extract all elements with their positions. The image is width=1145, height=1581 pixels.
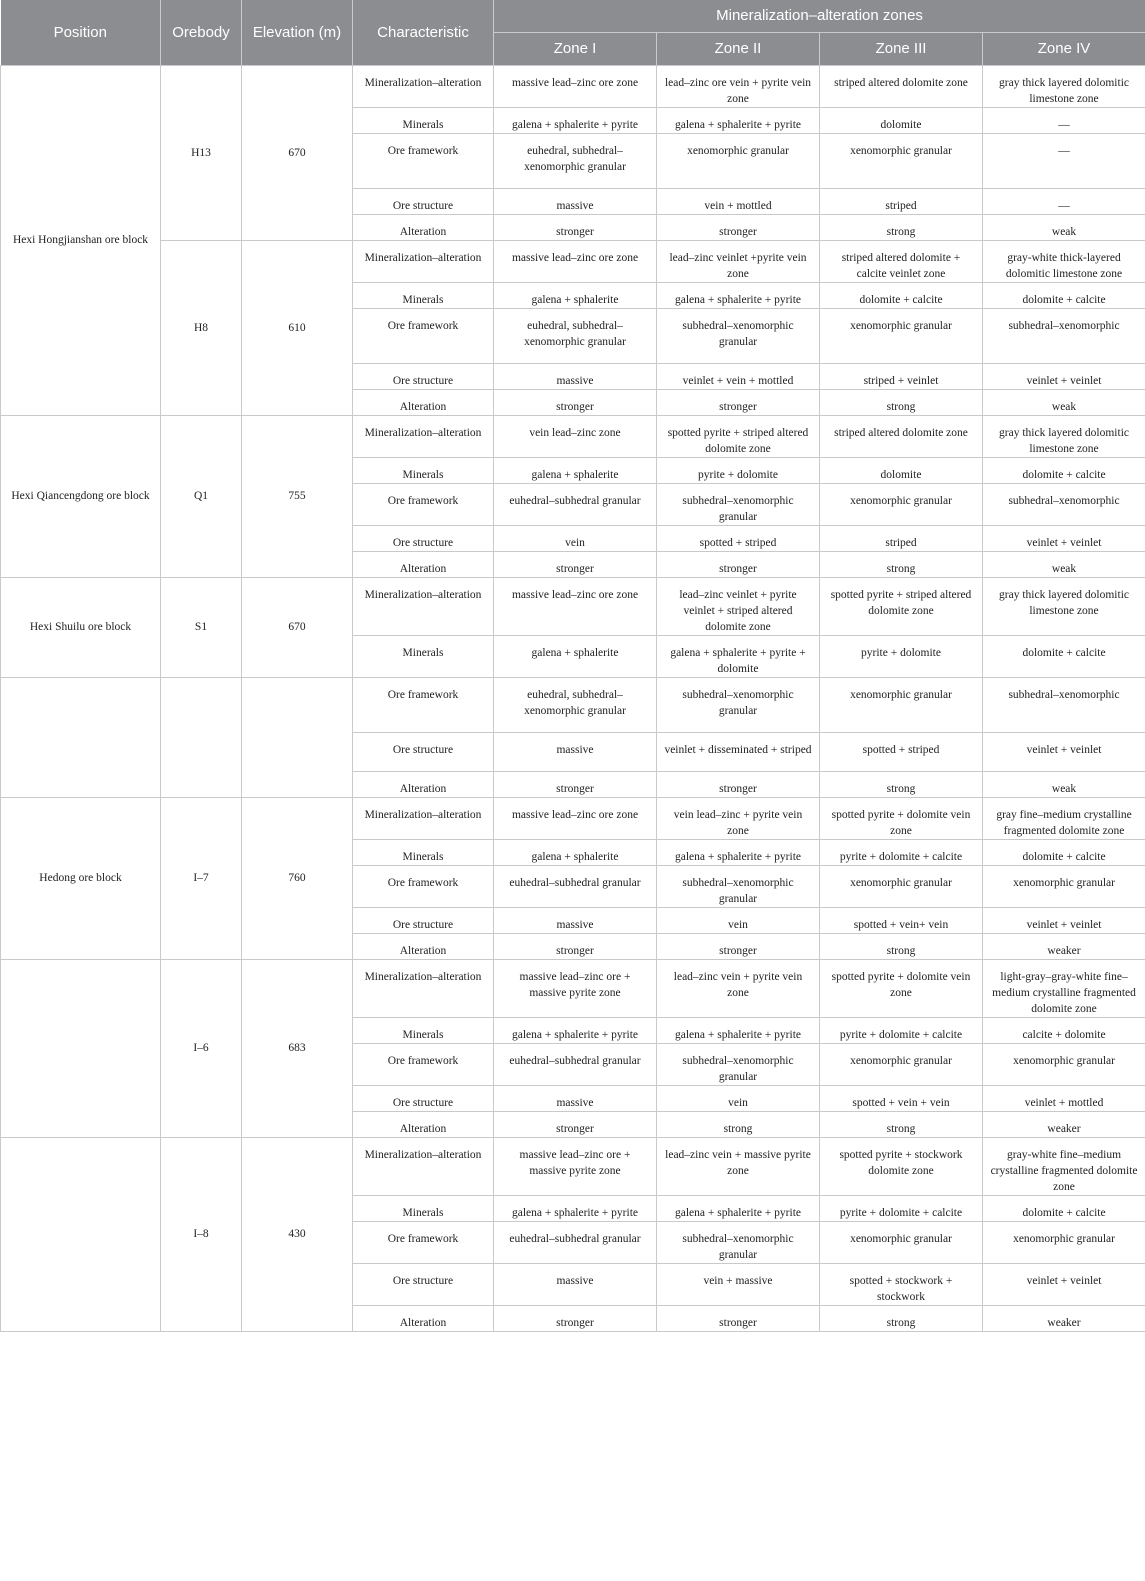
zone-3-cell: dolomite bbox=[820, 107, 983, 133]
zone-2-cell: vein bbox=[657, 1085, 820, 1111]
zone-3-cell: striped + veinlet bbox=[820, 363, 983, 389]
zone-3-cell: strong bbox=[820, 551, 983, 577]
zone-3-cell: xenomorphic granular bbox=[820, 133, 983, 188]
zone-2-cell: galena + sphalerite + pyrite bbox=[657, 839, 820, 865]
zone-3-cell: pyrite + dolomite + calcite bbox=[820, 839, 983, 865]
zone-1-cell: massive lead–zinc ore + massive pyrite zone bbox=[494, 1137, 657, 1195]
header-zone-3: Zone III bbox=[820, 32, 983, 65]
zone-3-cell: strong bbox=[820, 214, 983, 240]
table-body bbox=[1, 65, 1145, 1331]
zone-1-cell: stronger bbox=[494, 933, 657, 959]
zone-4-cell: calcite + dolomite bbox=[983, 1017, 1145, 1043]
zone-2-cell: stronger bbox=[657, 1305, 820, 1331]
zone-2-cell: spotted + striped bbox=[657, 525, 820, 551]
zone-2-cell: vein lead–zinc + pyrite vein zone bbox=[657, 797, 820, 839]
zone-1-cell: massive lead–zinc ore + massive pyrite zone bbox=[494, 959, 657, 1017]
zone-3-cell: dolomite bbox=[820, 457, 983, 483]
characteristic-cell: Ore structure bbox=[353, 525, 494, 551]
orebody-cell bbox=[161, 677, 242, 797]
zone-3-cell: striped bbox=[820, 188, 983, 214]
zone-2-cell: subhedral–xenomorphic granular bbox=[657, 483, 820, 525]
zone-4-cell: veinlet + veinlet bbox=[983, 1263, 1145, 1305]
characteristic-cell: Ore framework bbox=[353, 1043, 494, 1085]
characteristic-cell: Alteration bbox=[353, 214, 494, 240]
zone-4-cell: veinlet + veinlet bbox=[983, 732, 1145, 771]
zone-4-cell: gray thick layered dolomitic limestone zone bbox=[983, 415, 1145, 457]
characteristic-cell: Alteration bbox=[353, 933, 494, 959]
characteristic-cell: Mineralization–alteration bbox=[353, 959, 494, 1017]
zone-4-cell: dolomite + calcite bbox=[983, 457, 1145, 483]
characteristic-cell: Ore framework bbox=[353, 483, 494, 525]
elevation-cell bbox=[242, 677, 353, 797]
zone-1-cell: massive lead–zinc ore zone bbox=[494, 65, 657, 107]
zone-4-cell: veinlet + veinlet bbox=[983, 907, 1145, 933]
zone-1-cell: stronger bbox=[494, 551, 657, 577]
orebody-cell: H8 bbox=[161, 240, 242, 415]
zone-2-cell: vein + mottled bbox=[657, 188, 820, 214]
header-zone-2: Zone II bbox=[657, 32, 820, 65]
zone-4-cell: weak bbox=[983, 214, 1145, 240]
characteristic-cell: Minerals bbox=[353, 1195, 494, 1221]
characteristic-cell: Ore structure bbox=[353, 188, 494, 214]
characteristic-cell: Mineralization–alteration bbox=[353, 577, 494, 635]
zone-4-cell: gray thick layered dolomitic limestone zone bbox=[983, 65, 1145, 107]
characteristic-cell: Ore structure bbox=[353, 907, 494, 933]
characteristic-cell: Alteration bbox=[353, 1111, 494, 1137]
zone-1-cell: massive bbox=[494, 363, 657, 389]
zone-1-cell: stronger bbox=[494, 1111, 657, 1137]
characteristic-cell: Minerals bbox=[353, 282, 494, 308]
zone-2-cell: subhedral–xenomorphic granular bbox=[657, 1221, 820, 1263]
zone-2-cell: xenomorphic granular bbox=[657, 133, 820, 188]
elevation-cell: 670 bbox=[242, 577, 353, 677]
zone-2-cell: galena + sphalerite + pyrite bbox=[657, 107, 820, 133]
zone-4-cell: gray fine–medium crystalline fragmented dolomite zone bbox=[983, 797, 1145, 839]
characteristic-cell: Ore framework bbox=[353, 865, 494, 907]
elevation-cell: 670 bbox=[242, 65, 353, 240]
zone-2-cell: veinlet + disseminated + striped bbox=[657, 732, 820, 771]
zone-1-cell: euhedral, subhedral–xenomorphic granular bbox=[494, 677, 657, 732]
characteristic-cell: Ore structure bbox=[353, 1085, 494, 1111]
characteristic-cell: Minerals bbox=[353, 107, 494, 133]
zone-3-cell: spotted pyrite + striped altered dolomite zone bbox=[820, 577, 983, 635]
zone-2-cell: stronger bbox=[657, 214, 820, 240]
orebody-cell: I–8 bbox=[161, 1137, 242, 1331]
characteristic-cell: Ore structure bbox=[353, 363, 494, 389]
zone-2-cell: stronger bbox=[657, 771, 820, 797]
zone-3-cell: spotted pyrite + stockwork dolomite zone bbox=[820, 1137, 983, 1195]
table-row bbox=[1, 415, 1145, 457]
zone-2-cell: pyrite + dolomite bbox=[657, 457, 820, 483]
zone-2-cell: lead–zinc vein + massive pyrite zone bbox=[657, 1137, 820, 1195]
zone-3-cell: strong bbox=[820, 1305, 983, 1331]
characteristic-cell: Ore structure bbox=[353, 1263, 494, 1305]
orebody-cell: I–7 bbox=[161, 797, 242, 959]
zone-1-cell: massive bbox=[494, 907, 657, 933]
zone-2-cell: galena + sphalerite + pyrite bbox=[657, 1017, 820, 1043]
zone-3-cell: xenomorphic granular bbox=[820, 1221, 983, 1263]
zone-2-cell: galena + sphalerite + pyrite bbox=[657, 1195, 820, 1221]
zone-4-cell: veinlet + veinlet bbox=[983, 363, 1145, 389]
zone-3-cell: spotted + vein+ vein bbox=[820, 907, 983, 933]
characteristic-cell: Ore framework bbox=[353, 1221, 494, 1263]
zone-2-cell: galena + sphalerite + pyrite + dolomite bbox=[657, 635, 820, 677]
zone-3-cell: xenomorphic granular bbox=[820, 865, 983, 907]
zone-3-cell: spotted + vein + vein bbox=[820, 1085, 983, 1111]
zone-4-cell: weaker bbox=[983, 1111, 1145, 1137]
table-row bbox=[1, 959, 1145, 1017]
header-zone-1: Zone I bbox=[494, 32, 657, 65]
zone-4-cell: dolomite + calcite bbox=[983, 635, 1145, 677]
zone-2-cell: vein + massive bbox=[657, 1263, 820, 1305]
zone-1-cell: galena + sphalerite bbox=[494, 282, 657, 308]
zone-3-cell: strong bbox=[820, 389, 983, 415]
zone-4-cell: dolomite + calcite bbox=[983, 1195, 1145, 1221]
zone-1-cell: stronger bbox=[494, 389, 657, 415]
zone-4-cell: — bbox=[983, 107, 1145, 133]
orebody-cell: H13 bbox=[161, 65, 242, 240]
elevation-cell: 683 bbox=[242, 959, 353, 1137]
orebody-cell: S1 bbox=[161, 577, 242, 677]
zone-1-cell: euhedral–subhedral granular bbox=[494, 483, 657, 525]
position-cell: Hexi Hongjianshan ore block bbox=[1, 65, 161, 415]
header-elevation: Elevation (m) bbox=[242, 0, 353, 65]
zone-4-cell: light-gray–gray-white fine–medium crystalline fragmented dolomite zone bbox=[983, 959, 1145, 1017]
characteristic-cell: Mineralization–alteration bbox=[353, 240, 494, 282]
zone-1-cell: euhedral–subhedral granular bbox=[494, 1221, 657, 1263]
zone-4-cell: weak bbox=[983, 551, 1145, 577]
zone-1-cell: galena + sphalerite bbox=[494, 635, 657, 677]
zone-4-cell: subhedral–xenomorphic bbox=[983, 483, 1145, 525]
position-cell: Hexi Shuilu ore block bbox=[1, 577, 161, 677]
zone-4-cell: gray-white fine–medium crystalline fragmented dolomite zone bbox=[983, 1137, 1145, 1195]
zone-3-cell: spotted pyrite + dolomite vein zone bbox=[820, 797, 983, 839]
zone-4-cell: gray thick layered dolomitic limestone zone bbox=[983, 577, 1145, 635]
zone-1-cell: massive lead–zinc ore zone bbox=[494, 577, 657, 635]
characteristic-cell: Ore framework bbox=[353, 677, 494, 732]
zone-3-cell: pyrite + dolomite + calcite bbox=[820, 1195, 983, 1221]
zone-2-cell: veinlet + vein + mottled bbox=[657, 363, 820, 389]
orebody-cell: Q1 bbox=[161, 415, 242, 577]
zone-4-cell: xenomorphic granular bbox=[983, 865, 1145, 907]
table-row bbox=[1, 65, 1145, 107]
zone-3-cell: spotted + striped bbox=[820, 732, 983, 771]
zone-3-cell: pyrite + dolomite + calcite bbox=[820, 1017, 983, 1043]
zone-2-cell: strong bbox=[657, 1111, 820, 1137]
position-cell: Hedong ore block bbox=[1, 797, 161, 959]
table-header bbox=[1, 0, 1145, 65]
zone-4-cell: subhedral–xenomorphic bbox=[983, 308, 1145, 363]
zone-4-cell: veinlet + mottled bbox=[983, 1085, 1145, 1111]
zone-4-cell: — bbox=[983, 133, 1145, 188]
characteristic-cell: Mineralization–alteration bbox=[353, 1137, 494, 1195]
zone-1-cell: galena + sphalerite bbox=[494, 839, 657, 865]
zone-4-cell: dolomite + calcite bbox=[983, 839, 1145, 865]
table-row bbox=[1, 577, 1145, 635]
zone-2-cell: stronger bbox=[657, 551, 820, 577]
zone-3-cell: strong bbox=[820, 771, 983, 797]
characteristic-cell: Mineralization–alteration bbox=[353, 65, 494, 107]
zone-4-cell: gray-white thick-layered dolomitic limestone zone bbox=[983, 240, 1145, 282]
zone-2-cell: lead–zinc veinlet + pyrite veinlet + striped altered dolomite zone bbox=[657, 577, 820, 635]
zone-2-cell: stronger bbox=[657, 933, 820, 959]
header-zones-group: Mineralization–alteration zones bbox=[494, 0, 1145, 32]
zone-3-cell: striped altered dolomite zone bbox=[820, 415, 983, 457]
zone-3-cell: xenomorphic granular bbox=[820, 483, 983, 525]
zone-2-cell: subhedral–xenomorphic granular bbox=[657, 1043, 820, 1085]
characteristic-cell: Mineralization–alteration bbox=[353, 797, 494, 839]
zone-4-cell: dolomite + calcite bbox=[983, 282, 1145, 308]
orebody-cell: I–6 bbox=[161, 959, 242, 1137]
zone-2-cell: subhedral–xenomorphic granular bbox=[657, 677, 820, 732]
zone-1-cell: stronger bbox=[494, 214, 657, 240]
characteristic-cell: Alteration bbox=[353, 389, 494, 415]
zone-2-cell: subhedral–xenomorphic granular bbox=[657, 865, 820, 907]
zone-1-cell: euhedral, subhedral–xenomorphic granular bbox=[494, 308, 657, 363]
zone-2-cell: lead–zinc ore vein + pyrite vein zone bbox=[657, 65, 820, 107]
zone-2-cell: stronger bbox=[657, 389, 820, 415]
position-cell bbox=[1, 1137, 161, 1331]
table-row bbox=[1, 797, 1145, 839]
zone-3-cell: xenomorphic granular bbox=[820, 1043, 983, 1085]
characteristic-cell: Minerals bbox=[353, 1017, 494, 1043]
characteristic-cell: Alteration bbox=[353, 1305, 494, 1331]
zone-3-cell: strong bbox=[820, 1111, 983, 1137]
zone-3-cell: pyrite + dolomite bbox=[820, 635, 983, 677]
zone-1-cell: galena + sphalerite + pyrite bbox=[494, 107, 657, 133]
zone-1-cell: massive bbox=[494, 1085, 657, 1111]
header-orebody: Orebody bbox=[161, 0, 242, 65]
header-characteristic: Characteristic bbox=[353, 0, 494, 65]
zone-3-cell: striped altered dolomite + calcite veinlet zone bbox=[820, 240, 983, 282]
zone-4-cell: xenomorphic granular bbox=[983, 1043, 1145, 1085]
zone-3-cell: spotted + stockwork + stockwork bbox=[820, 1263, 983, 1305]
characteristic-cell: Minerals bbox=[353, 839, 494, 865]
zone-3-cell: striped altered dolomite zone bbox=[820, 65, 983, 107]
characteristic-cell: Minerals bbox=[353, 635, 494, 677]
elevation-cell: 430 bbox=[242, 1137, 353, 1331]
header-position: Position bbox=[1, 0, 161, 65]
zone-1-cell: massive bbox=[494, 188, 657, 214]
position-cell bbox=[1, 959, 161, 1137]
zone-1-cell: massive lead–zinc ore zone bbox=[494, 240, 657, 282]
zone-4-cell: weak bbox=[983, 389, 1145, 415]
zone-1-cell: vein lead–zinc zone bbox=[494, 415, 657, 457]
zone-4-cell: subhedral–xenomorphic bbox=[983, 677, 1145, 732]
header-zone-4: Zone IV bbox=[983, 32, 1145, 65]
elevation-cell: 755 bbox=[242, 415, 353, 577]
characteristic-cell: Ore structure bbox=[353, 732, 494, 771]
zone-4-cell: xenomorphic granular bbox=[983, 1221, 1145, 1263]
zone-2-cell: galena + sphalerite + pyrite bbox=[657, 282, 820, 308]
zone-2-cell: lead–zinc vein + pyrite vein zone bbox=[657, 959, 820, 1017]
zone-2-cell: spotted pyrite + striped altered dolomite zone bbox=[657, 415, 820, 457]
zone-1-cell: euhedral, subhedral–xenomorphic granular bbox=[494, 133, 657, 188]
characteristic-cell: Alteration bbox=[353, 771, 494, 797]
zone-2-cell: subhedral–xenomorphic granular bbox=[657, 308, 820, 363]
zone-1-cell: massive lead–zinc ore zone bbox=[494, 797, 657, 839]
zone-3-cell: xenomorphic granular bbox=[820, 308, 983, 363]
zone-1-cell: galena + sphalerite bbox=[494, 457, 657, 483]
zone-1-cell: galena + sphalerite + pyrite bbox=[494, 1195, 657, 1221]
zone-1-cell: galena + sphalerite + pyrite bbox=[494, 1017, 657, 1043]
elevation-cell: 610 bbox=[242, 240, 353, 415]
zone-1-cell: vein bbox=[494, 525, 657, 551]
zone-1-cell: massive bbox=[494, 1263, 657, 1305]
zone-1-cell: stronger bbox=[494, 771, 657, 797]
characteristic-cell: Ore framework bbox=[353, 133, 494, 188]
zone-3-cell: dolomite + calcite bbox=[820, 282, 983, 308]
zone-4-cell: weaker bbox=[983, 1305, 1145, 1331]
zone-3-cell: spotted pyrite + dolomite vein zone bbox=[820, 959, 983, 1017]
characteristic-cell: Minerals bbox=[353, 457, 494, 483]
zone-4-cell: weaker bbox=[983, 933, 1145, 959]
position-cell: Hexi Qiancengdong ore block bbox=[1, 415, 161, 577]
table-row bbox=[1, 677, 1145, 732]
zone-1-cell: euhedral–subhedral granular bbox=[494, 1043, 657, 1085]
zone-1-cell: massive bbox=[494, 732, 657, 771]
zone-4-cell: weak bbox=[983, 771, 1145, 797]
zone-4-cell: — bbox=[983, 188, 1145, 214]
characteristic-cell: Alteration bbox=[353, 551, 494, 577]
characteristic-cell: Mineralization–alteration bbox=[353, 415, 494, 457]
table-row bbox=[1, 240, 1145, 282]
zone-2-cell: vein bbox=[657, 907, 820, 933]
zone-4-cell: veinlet + veinlet bbox=[983, 525, 1145, 551]
zone-3-cell: strong bbox=[820, 933, 983, 959]
zone-3-cell: xenomorphic granular bbox=[820, 677, 983, 732]
table-row bbox=[1, 1137, 1145, 1195]
zone-3-cell: striped bbox=[820, 525, 983, 551]
characteristic-cell: Ore framework bbox=[353, 308, 494, 363]
zone-1-cell: euhedral–subhedral granular bbox=[494, 865, 657, 907]
zone-1-cell: stronger bbox=[494, 1305, 657, 1331]
elevation-cell: 760 bbox=[242, 797, 353, 959]
position-cell bbox=[1, 677, 161, 797]
zone-2-cell: lead–zinc veinlet +pyrite vein zone bbox=[657, 240, 820, 282]
